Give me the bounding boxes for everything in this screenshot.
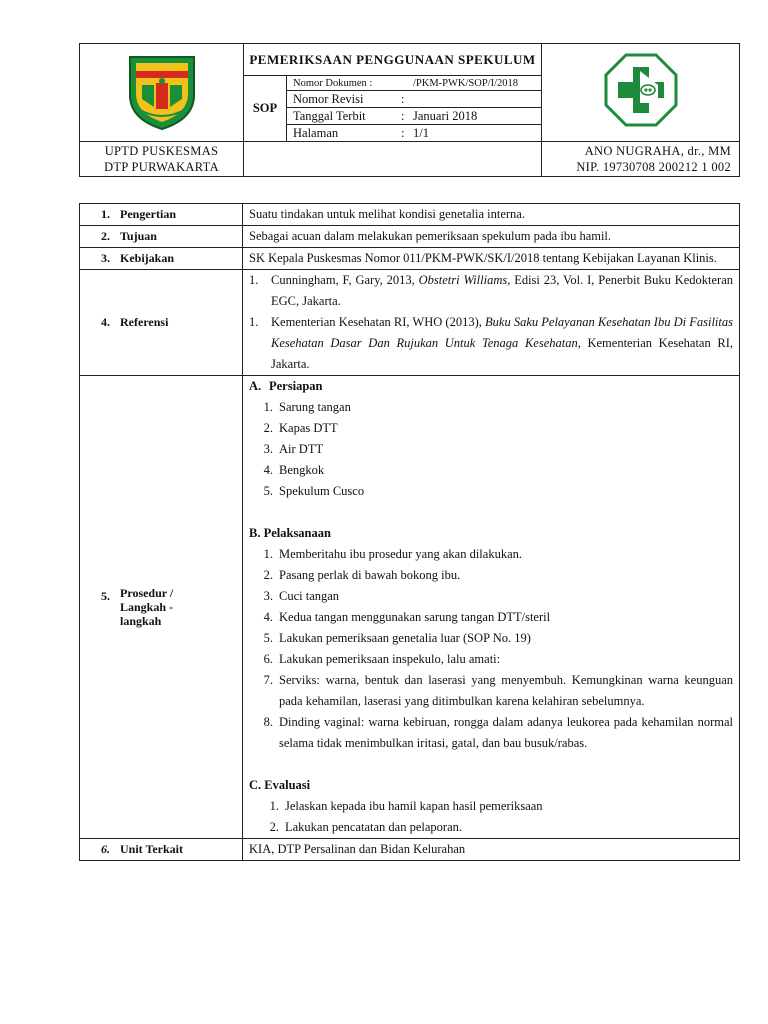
reference-publisher: Edisi 23, Vol. I, Penerbit Buku Kedokteran EGC, Jakarta. [271,273,734,308]
list-item: 1. Memberitahu ibu prosedur yang akan dilakukan. [249,544,733,565]
step-text: Kedua tangan menggunakan sarung tangan DTT/steril [279,610,551,624]
reference-item [249,270,733,312]
row-title: Kebijakan [120,251,175,265]
section-title: Persiapan [269,379,323,393]
list-item: 7. Serviks: warna, bentuk dan laserasi yang menyembuh. Kemungkinan warna keunguan pada kehamilan, laserasi yang ditimbulkan karena kelahiran sebelumnya. [249,670,733,712]
step-text: Dinding vaginal: warna kebiruan, rongga dalam adanya leukorea pada kehamilan normal selama tidak menimbulkan iritasi, gatal, dan bau busuk/rabas. [279,715,733,750]
row-label [80,270,243,376]
row-title: Referensi [120,315,169,329]
row-title [120,586,173,628]
list-item: 2. Pasang perlak di bawah bokong ibu. [249,565,733,586]
list-item: 3. Cuci tangan [249,586,733,607]
row-number: 4. [101,315,110,329]
puskesmas-cross-icon [604,53,678,127]
blank-signature-area [244,142,542,177]
row-title-line: Langkah - [120,600,174,614]
step-text: Lakukan pemeriksaan inspekulo, lalu amati: [279,652,501,666]
unit-terkait-text: KIA, DTP Persalinan dan Bidan Kelurahan [243,839,740,861]
sop-header [79,43,740,177]
list-item: 3. Air DTT [249,439,733,460]
regency-logo-cell [80,44,244,142]
referensi-list [243,270,740,376]
row-title-line: Prosedur / [120,586,174,600]
kebijakan-text: SK Kepala Puskesmas Nomor 011/PKM-PWK/SK/I/2018 tentang Kebijakan Layanan Klinis. [243,248,740,270]
meta-label: Nomor Revisi [293,91,364,106]
reference-number: 1. [249,273,259,287]
list-item: 1. Jelaskan kepada ibu hamil kapan hasil pemeriksaan [249,796,733,817]
reference-item [249,312,733,375]
org-line-1: UPTD PUSKESMAS [104,144,219,158]
step-text: Spekulum Cusco [279,484,365,498]
meta-value: 1/1 [413,125,429,140]
row-number: 6. [101,842,110,856]
sop-label: SOP [244,76,287,142]
step-text: Lakukan pemeriksaan genetalia luar (SOP No. 19) [279,631,531,645]
row-unit-terkait [80,839,740,861]
step-text: Pasang perlak di bawah bokong ibu. [279,568,461,582]
row-title: Unit Terkait [120,842,184,856]
section-evaluasi-heading: C. Evaluasi [249,778,311,792]
puskesmas-logo-cell [542,44,740,142]
step-text: Lakukan pencatatan dan pelaporan. [285,820,462,834]
row-title-line: langkah [120,614,162,628]
reference-title: Buku Saku Pelayanan Kesehatan Ibu Di Fasilitas Kesehatan Dasar Dan Rujukan Untuk Tenaga Kesehatan, [271,315,733,350]
reference-author: Cunningham, F, Gary, 2013, [271,273,415,287]
row-number: 2. [101,229,110,243]
row-title: Pengertian [120,207,176,221]
step-text: Cuci tangan [279,589,340,603]
step-text: Sarung tangan [279,400,351,414]
list-item: 6. Lakukan pemeriksaan inspekulo, lalu amati: [249,649,733,670]
signer-nip: NIP. 19730708 200212 1 002 [576,160,731,174]
list-item: 2. Lakukan pencatatan dan pelaporan. [249,817,733,838]
row-pengertian [80,204,740,226]
section-letter: A. [249,379,262,393]
sop-content-table [79,203,740,861]
list-item: 8. Dinding vaginal: warna kebiruan, rongga dalam adanya leukorea pada kehamilan normal selama tidak menimbulkan iritasi, gatal, dan bau busuk/rabas. [249,712,733,754]
step-text: Kapas DTT [279,421,338,435]
row-number: 1. [101,207,110,221]
row-label [80,204,243,226]
document-title: PEMERIKSAAN PENGGUNAAN SPEKULUM [244,44,542,76]
meta-halaman [287,125,542,142]
step-text: Jelaskan kepada ibu hamil kapan hasil pemeriksaan [285,799,543,813]
reference-publisher: Kementerian Kesehatan RI, Jakarta. [271,336,733,371]
row-number: 3. [101,251,110,265]
row-label [80,376,243,839]
meta-colon: : [401,108,405,123]
meta-label: Tanggal Terbit [293,108,366,123]
pengertian-text: Suatu tindakan untuk melihat kondisi genetalia interna. [243,204,740,226]
list-item: 1. Sarung tangan [249,397,733,418]
step-text: Air DTT [279,442,324,456]
meta-value: /PKM-PWK/SOP/I/2018 [413,77,519,89]
row-label [80,839,243,861]
meta-tanggal-terbit [287,108,542,125]
reference-title: Obstetri Williams, [418,273,511,287]
meta-label: Halaman [293,125,339,140]
meta-colon: : [401,125,405,140]
signer-block [542,142,740,177]
org-line-2: DTP PURWAKARTA [104,160,219,174]
row-number: 5. [101,589,110,603]
list-item: 4. Kedua tangan menggunakan sarung tangan DTT/steril [249,607,733,628]
row-tujuan [80,226,740,248]
step-text: Memberitahu ibu prosedur yang akan dilakukan. [279,547,522,561]
row-title: Tujuan [120,229,157,243]
signer-name: ANO NUGRAHA, dr., MM [584,144,731,158]
meta-colon: : [401,91,405,106]
row-prosedur [80,376,740,839]
prosedur-content [243,376,740,839]
meta-nomor-revisi [287,91,542,108]
step-text: Bengkok [279,463,325,477]
step-text: Serviks: warna, bentuk dan laserasi yang menyembuh. Kemungkinan warna keunguan pada kehamilan, laserasi yang ditimbulkan karena kelahiran sebelumnya. [279,673,733,708]
section-pelaksanaan-heading: B. Pelaksanaan [249,526,331,540]
meta-nomor-dokumen [287,76,542,91]
list-item: 5. Lakukan pemeriksaan genetalia luar (SOP No. 19) [249,628,733,649]
list-item: 2. Kapas DTT [249,418,733,439]
list-item: 5. Spekulum Cusco [249,481,733,502]
list-item: 4. Bengkok [249,460,733,481]
row-label [80,248,243,270]
tujuan-text: Sebagai acuan dalam melakukan pemeriksaan spekulum pada ibu hamil. [243,226,740,248]
meta-label: Nomor Dokumen : [293,77,373,89]
section-persiapan-heading [249,376,733,397]
reference-number: 1. [249,315,259,329]
row-referensi [80,270,740,376]
organization-name [80,142,244,177]
row-label [80,226,243,248]
reference-author: Kementerian Kesehatan RI, WHO (2013), [271,315,482,329]
purwakarta-emblem-icon [121,49,203,131]
meta-value: Januari 2018 [413,108,478,123]
row-kebijakan [80,248,740,270]
